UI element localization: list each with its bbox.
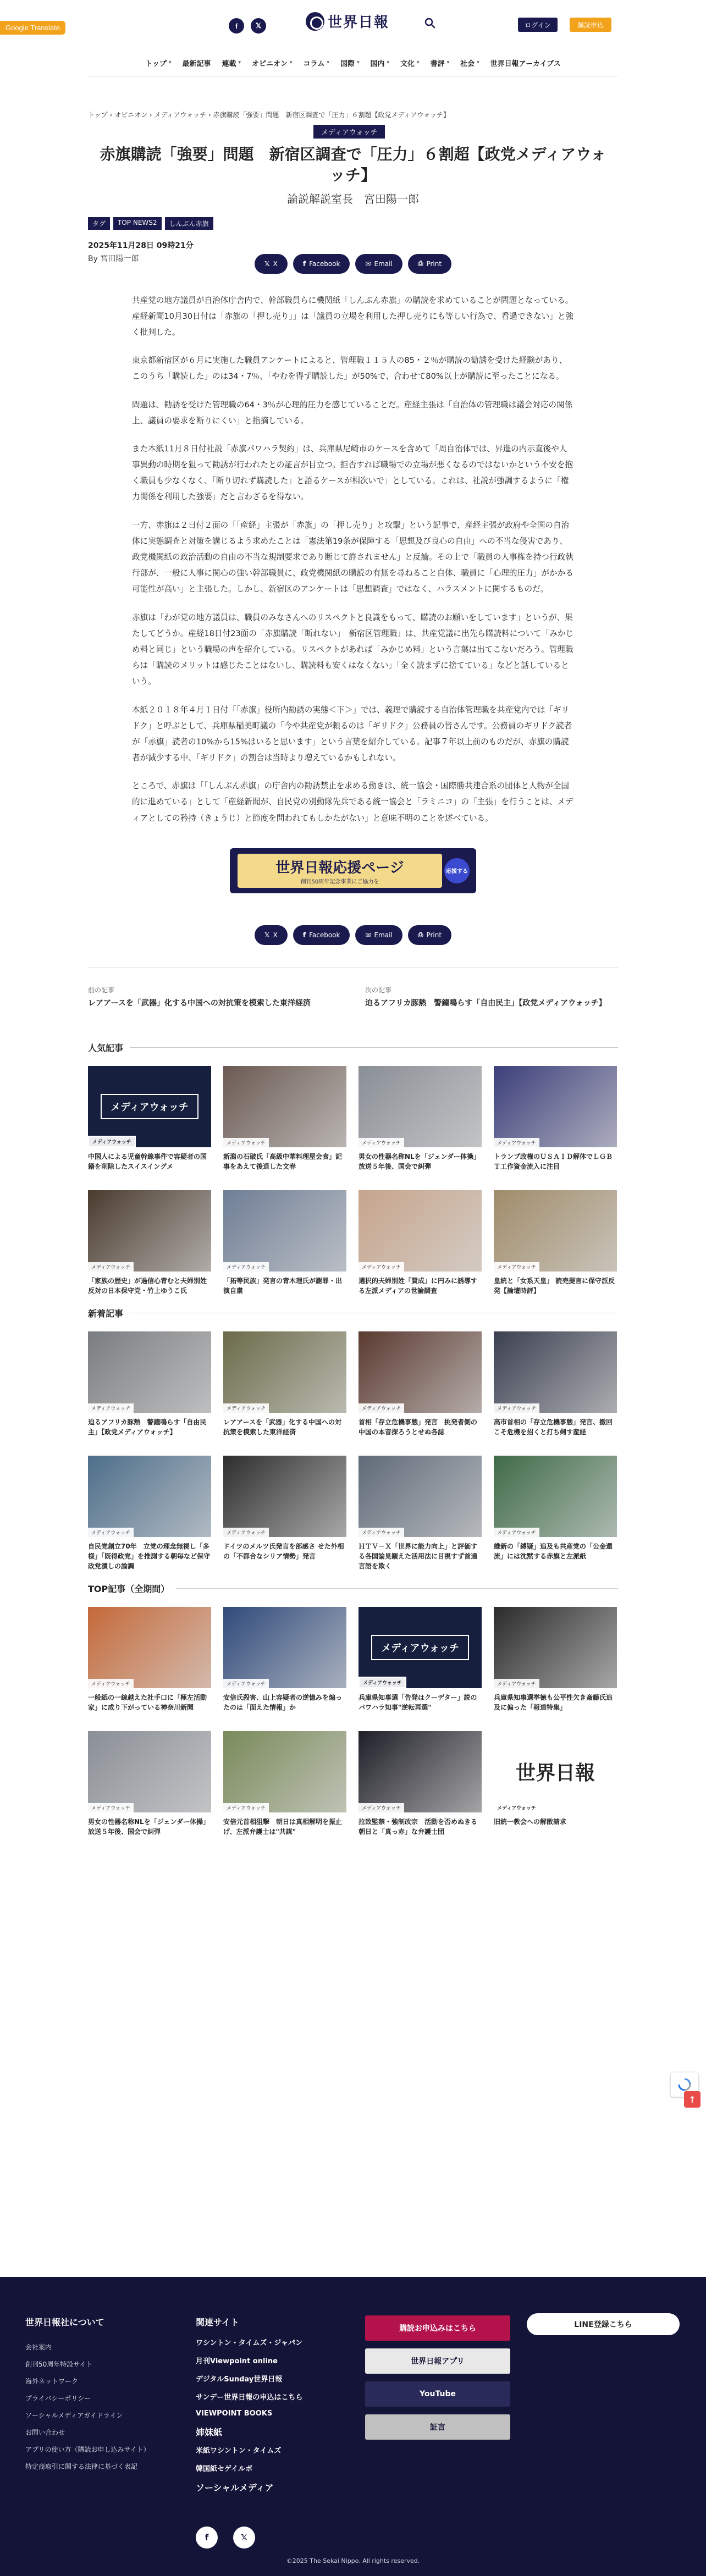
prev-next-nav xyxy=(88,967,618,1009)
search-icon[interactable] xyxy=(424,18,435,29)
recaptcha-icon xyxy=(677,2077,692,2092)
google-translate-badge[interactable]: Google Translate xyxy=(0,21,65,35)
category-badge: メディアウォッチ xyxy=(223,1803,269,1812)
footer-link[interactable]: 月刊Viewpoint online xyxy=(196,2357,278,2365)
footer-ad-banner[interactable]: 世界日報アプリ xyxy=(365,2348,510,2374)
copyright: ©2025 The Sekai Nippo. All rights reserved. xyxy=(286,2557,420,2564)
subscribe-button[interactable]: 購読申込 xyxy=(570,18,611,32)
category-badge: メディアウォッチ xyxy=(494,1803,539,1812)
nav-item-2[interactable] xyxy=(222,58,241,68)
article-card[interactable] xyxy=(494,1190,617,1296)
support-banner[interactable] xyxy=(230,848,476,893)
category-badge: メディアウォッチ xyxy=(358,1528,404,1537)
article-thumbnail[interactable] xyxy=(223,1331,346,1413)
footer-related-col xyxy=(196,2315,302,2500)
site-footer xyxy=(0,2277,706,2576)
banner-panel xyxy=(238,854,442,888)
site-logo[interactable] xyxy=(306,11,389,31)
article-paragraph: また本紙11月８日付社説「赤旗パワハラ契約」は、兵庫県尼崎市のケースを含めて「周自治体では、昇進の内示直後や人事異動の時期を狙って勧誘が行われたとの証言が目立つ。拒否すれば職場での立場が悪くなるのではないかという不安を抱く職員も少なくなく、「断り切れず購読した」と語るケースが相次いで」としている。これは、社説が強調するように「権力関係を利用した強要」だと言わざるを得ない。 xyxy=(132,444,573,502)
logo-mark-icon xyxy=(306,12,324,31)
category-badge: メディアウォッチ xyxy=(358,1803,404,1812)
nav-item-9[interactable] xyxy=(460,58,479,68)
footer-link[interactable]: プライバシーポリシー xyxy=(25,2395,91,2402)
footer-link[interactable]: 特定商取引に関する法律に基づく表記 xyxy=(25,2463,138,2470)
article-card[interactable] xyxy=(223,1456,346,1571)
article-body xyxy=(132,292,574,826)
nav-item-6[interactable] xyxy=(370,58,389,68)
article-card-title[interactable]: 選択的夫婦別姓「賛成」に円みに誘導する左派メディアの世論調査 xyxy=(358,1276,478,1295)
nav-item-10[interactable] xyxy=(490,58,561,68)
category-badge: メディアウォッチ xyxy=(88,1403,134,1413)
chevron-down-icon: ▾ xyxy=(327,60,329,65)
article-thumbnail[interactable] xyxy=(358,1190,482,1272)
logo-text: 世界日報 xyxy=(328,14,390,31)
byline[interactable]: By 宮田陽一郎 xyxy=(88,254,139,263)
chevron-down-icon: ▾ xyxy=(290,60,293,65)
footer-ad-banner[interactable]: 証言 xyxy=(365,2414,510,2440)
article-card-title[interactable]: 自民党創立70年 立党の理念無視し「多様」「既得政党」を推測する朝毎など保守政党潰しの論調 xyxy=(88,1542,211,1570)
article-paragraph: 問題は、勧誘を受けた管理職の64・3％が心理的圧力を感じていることだ。産経主張は「自治体の管理職は議会対応の関係上、議員の要求を断りにくい」と指摘している。 xyxy=(132,400,573,425)
category-badge: メディアウォッチ xyxy=(88,1528,134,1537)
facebook-icon[interactable]: f xyxy=(229,18,244,34)
article-card-title[interactable]: 新潟の石破氏「高級中華料理屋会食」記事をあえて後退した文春 xyxy=(223,1152,343,1170)
article-card-title[interactable]: 一般紙の一線越えた社手口に「極左活動家」に成り下がっている神奈川新聞 xyxy=(88,1693,207,1711)
article-paragraph: 共産党の地方議員が自治体庁舎内で、幹部職員らに機関紙「しんぶん赤旗」の購読を求めていることが問題となっている。産経新聞10月30日付は「赤旗の「押し売り」」は「議員の立場を利用した押し売りにも等しい行為で、看過できない」と強く批判した。 xyxy=(132,295,574,337)
article-thumbnail[interactable] xyxy=(88,1066,211,1147)
footer-link[interactable]: アプリの使い方（購読お申し込みサイト） xyxy=(25,2446,150,2453)
article-card-title[interactable]: 拉致監禁・強制改宗 活動を否めぬきる朝日と「真っ赤」な弁護士団 xyxy=(358,1817,478,1836)
top-articles-heading: TOP記事（全期間） xyxy=(88,1582,618,1595)
share-print-button[interactable] xyxy=(408,254,451,274)
article-thumbnail[interactable] xyxy=(223,1607,346,1688)
article-card-title[interactable]: 「家族の歴史」が過信心青むと夫婦別姓反対の日本保守党・竹上ゆうこ氏 xyxy=(88,1276,207,1295)
footer-link[interactable]: 会社案内 xyxy=(25,2343,52,2351)
category-badge: メディアウォッチ xyxy=(223,1679,269,1688)
envelope-icon: ✉ xyxy=(365,259,371,268)
article-card-title[interactable]: 「拓等民族」発言の青木理氏が謝罪・出演自粛 xyxy=(223,1276,343,1295)
footer-facebook-icon[interactable]: f xyxy=(196,2527,218,2549)
x-icon: 𝕏 xyxy=(264,931,270,939)
article-thumbnail[interactable] xyxy=(358,1731,482,1812)
article-thumbnail[interactable] xyxy=(223,1190,346,1272)
nav-item-label: 最新記事 xyxy=(182,59,211,68)
article-thumbnail[interactable] xyxy=(358,1331,482,1413)
chevron-down-icon: ▾ xyxy=(238,60,241,65)
footer-link[interactable]: デジタルSunday世界日報 xyxy=(196,2375,283,2384)
footer-sister-heading: 姉妹紙 xyxy=(196,2427,223,2437)
footer-link[interactable]: お問い合わせ xyxy=(25,2429,65,2436)
article-card-title[interactable]: トランプ政権のＵＳＡＩＤ解体でＬＧＢＴ工作資金流入に注目 xyxy=(494,1152,613,1170)
article-card[interactable] xyxy=(88,1190,211,1296)
article-thumbnail[interactable] xyxy=(494,1456,617,1537)
nav-item-0[interactable] xyxy=(145,58,171,68)
share-bar-bottom xyxy=(88,925,618,945)
nav-item-7[interactable] xyxy=(400,58,420,68)
article-thumbnail[interactable] xyxy=(223,1066,346,1147)
category-badge: メディアウォッチ xyxy=(494,1679,539,1688)
next-article-link[interactable] xyxy=(365,985,618,1009)
nav-item-label: 文化 xyxy=(400,59,415,68)
article-card[interactable] xyxy=(494,1607,617,1712)
category-badge: メディアウォッチ xyxy=(88,1679,134,1688)
category-badge: メディアウォッチ xyxy=(494,1528,539,1537)
article-card[interactable] xyxy=(88,1607,211,1712)
footer-link[interactable]: VIEWPOINT BOOKS xyxy=(196,2409,273,2418)
article-paragraph: 本紙２０１８年４月１日付「「赤旗」役所内勧誘の実態＜下＞」では、義理で購読する自治体管理職を共産党内では「ギリドク」と呼ぶとして、兵庫県稲美町議の「今や共産党が頼るのは「ギリドク」公務員の皆さんです。公務員のギリドク読者が「赤旗」読者の10%から15%はいると思います」という言葉を紹介している。記事７年以上前のものだが、赤旗の購読者が減少する中、「ギリドク」の割合は当時より増えているかもしれない。 xyxy=(132,705,572,763)
facebook-icon: f xyxy=(302,931,306,939)
article-card[interactable] xyxy=(88,1731,211,1837)
footer-related-heading: 関連サイト xyxy=(196,2317,239,2328)
nav-item-5[interactable] xyxy=(340,58,360,68)
footer-link[interactable]: 韓国紙セゲイルボ xyxy=(196,2465,253,2473)
nav-item-label: 社会 xyxy=(460,59,475,68)
article-thumbnail[interactable] xyxy=(88,1331,211,1413)
article-card-title[interactable]: 首相「存立危機事態」発言 挑発者側の中国の本音探ろうとせぬ各誌 xyxy=(358,1418,478,1436)
nav-item-label: 国際 xyxy=(340,59,355,68)
login-button[interactable]: ログイン xyxy=(518,18,558,32)
footer-about-col xyxy=(25,2315,150,2479)
tag-link[interactable]: しんぶん赤旗 xyxy=(165,217,213,230)
share-facebook-button[interactable] xyxy=(293,254,350,274)
popular-heading: 人気記事 xyxy=(88,1041,618,1054)
share-email-label: Email xyxy=(374,259,393,268)
footer-link[interactable]: サンデー世界日報の申込はこちら xyxy=(196,2393,303,2402)
nav-item-8[interactable] xyxy=(431,58,450,68)
prev-label: 前の記事 xyxy=(88,986,115,994)
article-card-title[interactable]: 兵庫県知事選「告発はクーデター」説のパワハラ知事"逆転再選" xyxy=(358,1693,477,1711)
article-thumbnail[interactable] xyxy=(494,1066,617,1147)
share-print-button[interactable] xyxy=(408,925,451,945)
chevron-down-icon: ▾ xyxy=(168,60,172,65)
article-card[interactable] xyxy=(358,1607,482,1712)
category-badge: メディアウォッチ xyxy=(88,1262,134,1272)
share-print-label: Print xyxy=(426,931,442,939)
footer-link[interactable]: 海外ネットワーク xyxy=(25,2378,79,2385)
nav-item-1[interactable] xyxy=(182,58,211,68)
article-card-title[interactable]: レアアースを「武器」化する中国への対抗策を模索した東洋経済 xyxy=(223,1418,342,1436)
top-articles-grid xyxy=(88,1607,618,1837)
article-paragraph: 東京都新宿区が６月に実施した職員アンケートによると、管理職１１５人の85・２％が購読の勧誘を受けた経験があり、このうち「購読した」のは34・7％、「やむを得ず購読した」が50%で、合わせて80%以上が購読に至ったことになる。 xyxy=(132,356,567,382)
footer-link[interactable]: ワシントン・タイムズ・ジャパン xyxy=(196,2339,303,2347)
genre-label[interactable]: メディアウォッチ xyxy=(313,125,385,139)
article-card-title[interactable]: 迫るアフリカ豚熱 警鐘鳴らす「自由民主」【政党メディアウォッチ】 xyxy=(88,1418,207,1436)
article-card[interactable] xyxy=(358,1331,482,1437)
article-card[interactable] xyxy=(358,1190,482,1296)
article-card[interactable] xyxy=(358,1456,482,1571)
footer-about-heading: 世界日報社について xyxy=(25,2317,104,2328)
share-email-button[interactable] xyxy=(355,925,402,945)
article-thumbnail[interactable] xyxy=(494,1731,617,1812)
article-card[interactable] xyxy=(494,1066,617,1171)
publish-date: 2025年11月28日 09時21分 xyxy=(88,241,194,250)
article-thumbnail[interactable] xyxy=(358,1607,482,1688)
article-thumbnail[interactable] xyxy=(88,1731,211,1812)
facebook-icon: f xyxy=(302,259,306,268)
article-card-title[interactable]: 中国人による児童幹線事件で容疑者の国籍を削除したスイスイングメ xyxy=(88,1152,207,1170)
envelope-icon: ✉ xyxy=(365,931,371,939)
nav-item-label: オピニオン xyxy=(251,59,288,68)
footer-about-links xyxy=(25,2342,150,2471)
back-to-top-button[interactable] xyxy=(684,2091,701,2108)
banner-cta-button[interactable]: 応援する xyxy=(444,858,470,883)
article-paragraph: ところで、赤旗は「「しんぶん赤旗」の庁舎内の勧誘禁止を求める動きは、統一協会・国際勝共連合系の団体と人物が全国的に進めている」として「産経新聞が、自民党の別動隊先兵である統一協会と「ラミニコ」の「主張」を行うことは、メディアとしての矜持（きょうじ）と節度を問われてもしかたがない」と意味不明のことを述べている。 xyxy=(132,781,573,823)
printer-icon: ⎙ xyxy=(417,259,423,268)
article-thumbnail[interactable] xyxy=(88,1190,211,1272)
share-x-label: X xyxy=(273,259,278,268)
article-card[interactable] xyxy=(494,1456,617,1571)
article-thumbnail[interactable] xyxy=(223,1456,346,1537)
arrow-up-icon: ↑ xyxy=(688,2094,696,2105)
author-title: 論説解説室長 宮田陽一郎 xyxy=(287,192,419,206)
x-icon: 𝕏 xyxy=(264,259,270,268)
footer-link[interactable]: 創刊50周年特設サイト xyxy=(25,2361,93,2368)
share-email-label: Email xyxy=(374,931,393,939)
category-badge: メディアウォッチ xyxy=(358,1262,404,1272)
article-title: 赤旗購読「強要」問題 新宿区調査で「圧力」６割超【政党メディアウォッチ】 xyxy=(100,145,606,184)
nav-item-label: 国内 xyxy=(370,59,385,68)
breadcrumb[interactable]: トップ › オピニオン › メディアウォッチ › 赤旗購読「強要」問題 新宿区調査で「圧力」６割超【政党メディアウォッチ】 xyxy=(88,111,450,119)
sekai-nippo-logo: 世界日報 xyxy=(515,1761,595,1785)
footer-ads xyxy=(365,2315,510,2447)
article-card[interactable] xyxy=(494,1331,617,1437)
article-card[interactable] xyxy=(223,1731,346,1837)
category-badge: メディアウォッチ xyxy=(88,1803,134,1812)
article-card-title[interactable]: 男女の性器名称NLを「ジェンダー体操」放送５年後、国会で糾弾 xyxy=(88,1817,209,1836)
tag-list xyxy=(88,217,618,230)
article-card[interactable] xyxy=(88,1331,211,1437)
main-nav xyxy=(0,53,706,73)
article-thumbnail[interactable] xyxy=(223,1731,346,1812)
article-thumbnail[interactable] xyxy=(358,1066,482,1147)
article-card[interactable] xyxy=(223,1190,346,1296)
article-card[interactable] xyxy=(494,1731,617,1837)
media-watch-logo: メディアウォッチ xyxy=(101,1094,198,1119)
share-x-button[interactable] xyxy=(255,925,288,945)
chevron-down-icon: ▾ xyxy=(356,60,360,65)
latest-grid xyxy=(88,1331,618,1571)
nav-item-3[interactable] xyxy=(252,58,293,68)
popular-grid xyxy=(88,1066,618,1296)
article-card-title[interactable]: 安倍元首相狙撃 朝日は真相解明を振止げ、左派弁護士は"共謀" xyxy=(223,1817,343,1836)
media-watch-logo: メディアウォッチ xyxy=(371,1635,469,1660)
banner-title: 世界日報応援ページ xyxy=(275,859,404,876)
article-card-title[interactable]: 安倍氏殺害、山上容疑者の逆憶みを煽ったのは「面えた情報」か xyxy=(223,1693,343,1711)
article-card[interactable] xyxy=(223,1066,346,1171)
share-facebook-label: Facebook xyxy=(309,259,340,268)
article-card[interactable] xyxy=(358,1731,482,1837)
category-badge: メディアウォッチ xyxy=(494,1138,539,1147)
article-thumbnail[interactable] xyxy=(494,1607,617,1688)
article-thumbnail[interactable] xyxy=(88,1607,211,1688)
article-card-title[interactable]: 維新の「縛疑」追及も共産党の「公金還流」には沈黙する赤旗と左派紙 xyxy=(494,1542,613,1560)
article-thumbnail[interactable] xyxy=(358,1456,482,1537)
article-card-title[interactable]: 旧統一教会への解散請求 xyxy=(494,1817,567,1826)
article-card-title[interactable]: 男女の性器名称NLを「ジェンダー体操」放送５年後、国会で糾弾 xyxy=(358,1152,480,1170)
share-facebook-button[interactable] xyxy=(293,925,350,945)
next-label: 次の記事 xyxy=(365,986,392,994)
article-card[interactable] xyxy=(88,1066,211,1171)
article-container xyxy=(88,110,618,1837)
category-badge: メディアウォッチ xyxy=(223,1403,269,1413)
category-badge: メディアウォッチ xyxy=(358,1677,406,1688)
article-card-title[interactable]: 皇統と「女系天皇」 読売提言に保守派反発【論壇時評】 xyxy=(494,1276,615,1295)
share-facebook-label: Facebook xyxy=(309,931,340,939)
article-paragraph: 一方、赤旗は２日付２面の「「産経」主張が「赤旗」の「押し売り」と攻撃」という記事で、産経主張が政府や全国の自治体に実態調査と対策を講じるよう求めたことは「憲法第19条が保障する「思想及び良心の自由」への不当な侵害であり、政党機関紙の政治活動の自由の不当な規制要求であり断じて許されません」と反論。その上で「職員の人事権を持つ行政執行部が、一般に人事に関心の強い幹部職員に、政党機関紙の購読の有無を尋ねること自体、職員に「心理的圧力」がかかる可能性が高い」と主張した。しかし、新宿区のアンケートは「思想調査」ではなく、ハラスメントに関するものだ。 xyxy=(132,520,573,594)
category-badge: メディアウォッチ xyxy=(494,1403,539,1413)
prev-article-link[interactable] xyxy=(88,985,341,1009)
article-card[interactable] xyxy=(358,1066,482,1171)
chevron-down-icon: ▾ xyxy=(417,60,420,65)
x-icon[interactable]: 𝕏 xyxy=(251,18,266,34)
article-thumbnail[interactable] xyxy=(494,1331,617,1413)
footer-related-links xyxy=(196,2337,302,2418)
article-card-title[interactable]: 兵庫県知事選挙徳も公平性欠き斎藤氏追及に偏った「報道特集」 xyxy=(494,1693,613,1711)
footer-ad-banner[interactable]: YouTube xyxy=(365,2381,510,2407)
footer-link[interactable]: ソーシャルメディアガイドライン xyxy=(25,2412,123,2419)
footer-link[interactable]: 米紙ワシントン・タイムズ xyxy=(196,2447,282,2455)
article-card-title[interactable]: 高市首相の「存立危機事態」発言、撤回こそ危機を招くと打ち剣す産経 xyxy=(494,1418,613,1436)
banner-subtitle: 創刊50周年記念事業にご協力を xyxy=(300,878,379,885)
printer-icon: ⎙ xyxy=(417,931,423,939)
share-email-button[interactable] xyxy=(355,254,402,274)
article-paragraph: 赤旗は「わが党の地方議員は、職員のみなさんへのリスペクトと良識をもって、購読のお願いをしています」というが、果たしてどうか。産経18日付23面の「赤旗購読「断れない」 新宿区管理職」は、共産党議に出先ら購読料について「みかじめ料と同じ」という職場の声を紹介している。リスペクトがあれば「みかじめ料」という言葉は出てこないだろう。管理職らは「購読のメリットは感じたことはないし、購読料も安くはなくない」「全く読まずに捨てている」などと話しているという。 xyxy=(132,612,574,687)
category-badge: メディアウォッチ xyxy=(223,1262,269,1272)
nav-item-4[interactable] xyxy=(304,58,329,68)
category-badge: メディアウォッチ xyxy=(223,1138,269,1147)
category-badge: メディアウォッチ xyxy=(358,1138,404,1147)
footer-social-heading: ソーシャルメディア xyxy=(196,2483,274,2493)
article-thumbnail[interactable] xyxy=(494,1190,617,1272)
category-badge: メディアウォッチ xyxy=(358,1403,404,1413)
nav-item-label: 書評 xyxy=(430,59,445,68)
article-card[interactable] xyxy=(88,1456,211,1571)
latest-heading: 新着記事 xyxy=(88,1307,618,1319)
line-register-button[interactable]: LINE登録こちら xyxy=(527,2313,680,2335)
nav-item-label: 連載 xyxy=(222,59,236,68)
chevron-down-icon: ▾ xyxy=(387,60,390,65)
next-title: 迫るアフリカ豚熱 警鐘鳴らす「自由民主」【政党メディアウォッチ】 xyxy=(365,998,606,1008)
share-bar-top xyxy=(88,254,618,274)
category-badge: メディアウォッチ xyxy=(223,1528,269,1537)
chevron-down-icon: ▾ xyxy=(446,60,450,65)
footer-sister-links xyxy=(196,2445,302,2473)
prev-title: レアアースを「武器」化する中国への対抗策を模索した東洋経済 xyxy=(88,998,311,1008)
footer-x-icon[interactable]: 𝕏 xyxy=(233,2527,255,2549)
share-print-label: Print xyxy=(426,259,442,268)
article-card[interactable] xyxy=(223,1607,346,1712)
footer-ad-banner[interactable]: 購読お申込みはこちら xyxy=(365,2315,510,2341)
article-thumbnail[interactable] xyxy=(88,1456,211,1537)
category-badge: メディアウォッチ xyxy=(88,1136,136,1147)
nav-item-label: 世界日報アーカイブス xyxy=(490,59,561,68)
nav-item-label: コラム xyxy=(303,59,325,68)
nav-item-label: トップ xyxy=(145,59,167,68)
article-card[interactable] xyxy=(223,1331,346,1437)
tag-link[interactable]: TOP NEWS2 xyxy=(113,217,162,230)
article-card-title[interactable]: ドイツのメルツ氏発言を部感さ せた外相の「不都合なシリア情勢」発言 xyxy=(223,1542,344,1560)
chevron-down-icon: ▾ xyxy=(477,60,479,65)
article-card-title[interactable]: ＨＴＶ－Ｘ「世界に能力向上」と評価する各国論見観えた活用法に目視すず首通言語を欺く xyxy=(358,1542,478,1570)
share-x-button[interactable] xyxy=(255,254,288,274)
tag-label: タグ xyxy=(88,217,110,230)
category-badge: メディアウォッチ xyxy=(494,1262,539,1272)
share-x-label: X xyxy=(273,931,278,939)
site-header xyxy=(0,0,706,47)
